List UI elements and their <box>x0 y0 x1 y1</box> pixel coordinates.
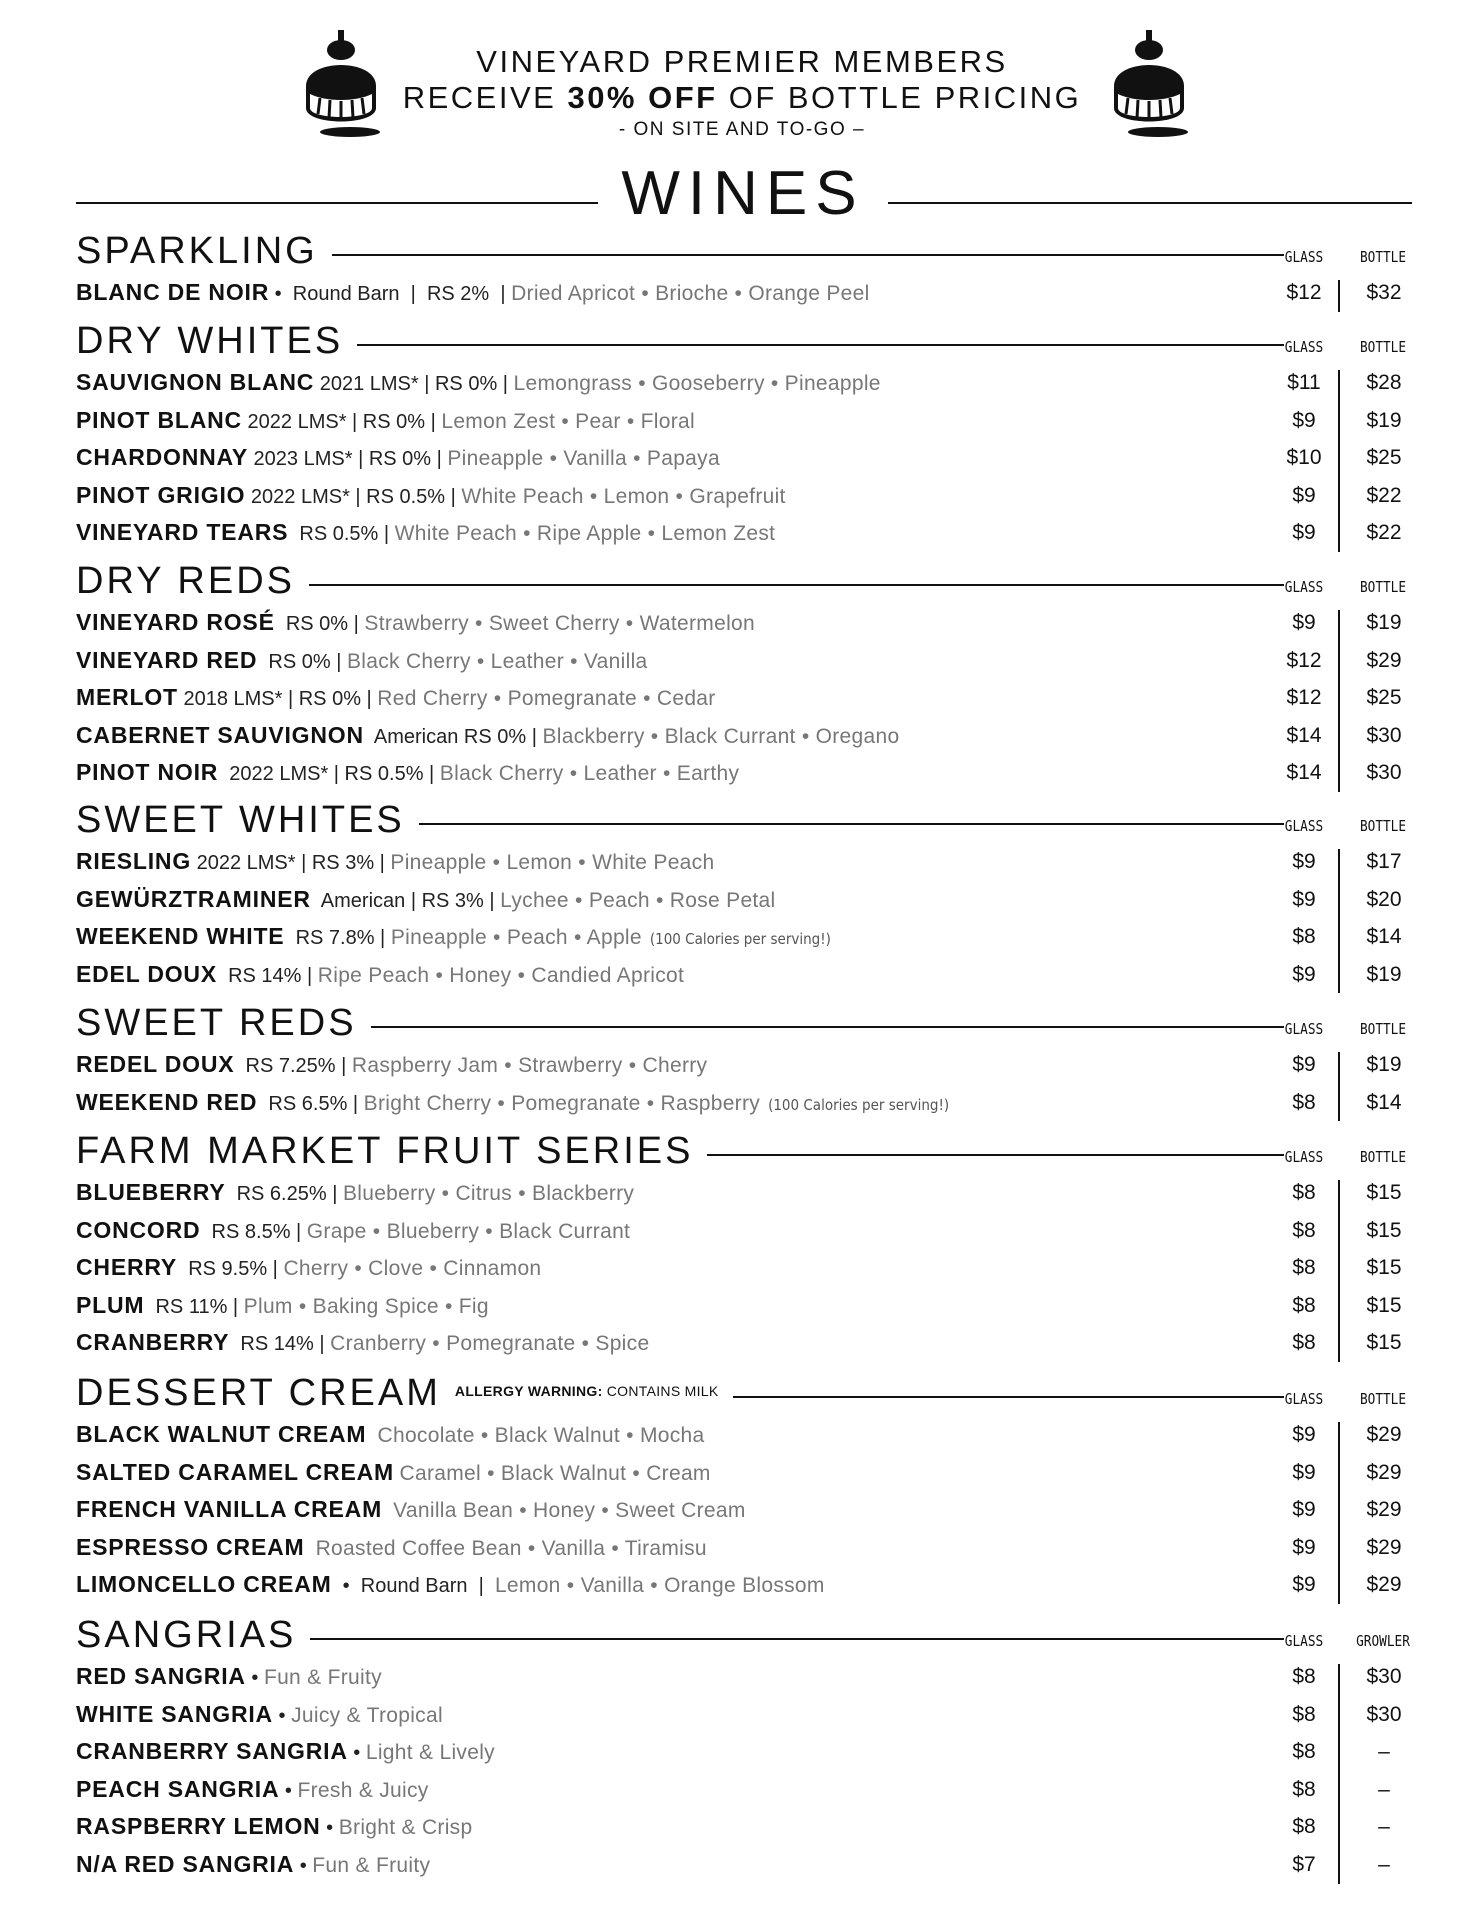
wine-row <box>76 1566 1426 1604</box>
wine-row <box>76 1046 1426 1084</box>
wine-row <box>76 1491 1426 1529</box>
menu-section <box>76 1612 1426 1884</box>
wine-details: • Round Barn | RS 2% | <box>269 283 512 305</box>
allergy-warning: ALLERGY WARNING: CONTAINS MILK <box>454 1382 719 1399</box>
wine-name: PINOT NOIR <box>76 759 219 786</box>
tasting-notes: White Peach • Lemon • Grapefruit <box>461 484 786 508</box>
wine-details: American RS 0% | <box>363 725 543 748</box>
section-title: SANGRIAS <box>76 1614 297 1656</box>
price-column-divider <box>1338 1422 1340 1604</box>
menu-section <box>76 318 1426 552</box>
wine-row <box>76 717 1426 755</box>
wine-row <box>76 1658 1426 1696</box>
wine-details: 2021 LMS* | RS 0% | <box>314 373 514 395</box>
glass-column-header: GLASS <box>1284 1020 1324 1038</box>
wine-row <box>76 1454 1426 1492</box>
tasting-notes: Lemon • Vanilla • Orange Blossom <box>494 1574 825 1598</box>
price-column-divider <box>1338 280 1340 312</box>
wine-details: 2022 LMS* | RS 0% | <box>241 410 442 433</box>
promo-line-1: VINEYARD PREMIER MEMBERS <box>476 44 1008 79</box>
glass-price: $12 <box>1286 281 1322 304</box>
bottle-column-header: BOTTLE <box>1359 338 1407 356</box>
tasting-notes: Vanilla Bean • Honey • Sweet Cream <box>393 1499 746 1523</box>
wine-name: FRENCH VANILLA CREAM <box>76 1496 383 1523</box>
divider <box>76 202 598 204</box>
section-header <box>76 1370 1426 1416</box>
wine-details: 2022 LMS* | RS 3% | <box>191 852 391 874</box>
wine-name: N/A RED SANGRIA <box>76 1850 295 1877</box>
tasting-notes: Pineapple • Peach • Apple <box>390 926 642 950</box>
wine-row <box>76 514 1426 552</box>
wine-name: BLUEBERRY <box>76 1179 226 1205</box>
bottle-price: $15 <box>1366 1331 1402 1355</box>
wine-name: PEACH SANGRIA <box>76 1775 280 1802</box>
section-header <box>76 228 1426 274</box>
price-column-divider <box>1338 849 1340 993</box>
wine-list <box>76 604 1426 792</box>
bottle-price: $22 <box>1366 521 1402 545</box>
section-header <box>76 558 1426 604</box>
wine-name: GEWÜRZTRAMINER <box>76 885 311 912</box>
tasting-notes: Red Cherry • Pomegranate • Cedar <box>377 687 716 711</box>
glass-price: $14 <box>1286 723 1322 747</box>
calorie-note: (100 Calories per serving!) <box>649 930 831 949</box>
bottle-price: $19 <box>1366 962 1402 986</box>
wine-details: • <box>320 1817 339 1840</box>
glass-price: $9 <box>1292 887 1316 911</box>
wine-name: RASPBERRY LEMON <box>76 1813 321 1840</box>
glass-price: $12 <box>1286 686 1322 710</box>
wine-details: RS 14% | <box>216 964 318 987</box>
tasting-notes: Fresh & Juicy <box>297 1778 429 1802</box>
bottle-price: $22 <box>1366 483 1402 507</box>
bottle-price: $30 <box>1366 723 1402 747</box>
menu-section <box>76 797 1426 993</box>
tasting-notes: Light & Lively <box>365 1741 495 1765</box>
wine-row <box>76 1212 1426 1250</box>
glass-price: $9 <box>1292 1460 1316 1484</box>
wine-details: RS 14% | <box>229 1333 331 1356</box>
promo-discount: 30% OFF <box>567 80 718 115</box>
page-title: WINES <box>621 159 865 228</box>
growler-price: – <box>1378 1777 1390 1801</box>
wine-details: 2022 LMS* | RS 0.5% | <box>245 485 462 508</box>
bottle-column-header: BOTTLE <box>1359 1148 1407 1166</box>
tasting-notes: Cranberry • Pomegranate • Spice <box>330 1332 650 1356</box>
menu-section <box>76 1128 1426 1362</box>
section-title: FARM MARKET FRUIT SERIES <box>76 1130 694 1172</box>
glass-price: $8 <box>1292 1218 1316 1242</box>
wine-details: 2018 LMS* | RS 0% | <box>177 688 378 711</box>
wine-row <box>76 439 1426 477</box>
bottle-price: $29 <box>1366 1535 1402 1559</box>
wine-name: WHITE SANGRIA <box>76 1700 273 1727</box>
wine-name: BLANC DE NOIR <box>76 279 270 305</box>
wine-details: RS 11% | <box>144 1295 244 1318</box>
wine-row <box>76 843 1426 881</box>
wine-name: CONCORD <box>76 1216 201 1243</box>
glass-price: $9 <box>1292 483 1316 507</box>
glass-price: $8 <box>1292 1815 1316 1839</box>
glass-price: $9 <box>1292 1498 1316 1522</box>
wine-name: PLUM <box>76 1291 145 1318</box>
section-header <box>76 1128 1426 1174</box>
tasting-notes: Roasted Coffee Bean • Vanilla • Tiramisu <box>315 1536 707 1560</box>
tasting-notes: Strawberry • Sweet Cherry • Watermelon <box>364 612 755 635</box>
bottle-price: $15 <box>1366 1218 1402 1242</box>
glass-price: $8 <box>1292 1777 1316 1801</box>
section-header <box>76 1612 1426 1658</box>
bottle-price: $20 <box>1366 887 1402 911</box>
wine-row <box>76 642 1426 680</box>
wine-details: RS 9.5% | <box>177 1258 284 1281</box>
wine-name: REDEL DOUX <box>76 1051 235 1077</box>
glass-price: $8 <box>1292 1090 1316 1114</box>
wine-details <box>304 1538 315 1560</box>
tasting-notes: Lemon Zest • Pear • Floral <box>441 409 695 433</box>
wine-details: RS 7.25% | <box>234 1055 352 1077</box>
tasting-notes: Bright Cherry • Pomegranate • Raspberry <box>363 1091 761 1115</box>
glass-price: $9 <box>1292 1423 1316 1446</box>
glass-price: $9 <box>1292 1053 1316 1076</box>
wine-details: RS 8.5% | <box>200 1220 307 1243</box>
glass-price: $8 <box>1292 1293 1316 1317</box>
wine-name: WEEKEND WHITE <box>76 923 285 950</box>
tasting-notes: Raspberry Jam • Strawberry • Cherry <box>351 1054 708 1077</box>
wine-list <box>76 1174 1426 1362</box>
tasting-notes: Cherry • Clove • Cinnamon <box>283 1257 542 1281</box>
section-title: DRY REDS <box>76 560 295 602</box>
tasting-notes: Pineapple • Vanilla • Papaya <box>447 447 720 471</box>
tasting-notes: Fun & Fruity <box>263 1666 382 1689</box>
bottle-price: $19 <box>1366 1053 1402 1076</box>
glass-price: $7 <box>1292 1852 1316 1876</box>
wine-name: CRANBERRY <box>76 1329 230 1356</box>
promo-line-3: - ON SITE AND TO-GO – <box>618 119 866 140</box>
bottle-price: $28 <box>1366 371 1402 394</box>
glass-price: $9 <box>1292 850 1316 873</box>
wine-name: BLACK WALNUT CREAM <box>76 1421 367 1447</box>
wine-details: RS 7.8% | <box>284 927 391 950</box>
tasting-notes: Plum • Baking Spice • Fig <box>243 1294 489 1318</box>
wine-row <box>76 604 1426 642</box>
wine-row <box>76 918 1426 956</box>
section-title: DESSERT CREAM <box>76 1372 441 1414</box>
price-column-divider <box>1338 1664 1340 1884</box>
wine-details: • <box>279 1779 298 1802</box>
wine-name: CHERRY <box>76 1254 178 1281</box>
section-header <box>76 1000 1426 1046</box>
section-header <box>76 318 1426 364</box>
wine-details: RS 6.25% | <box>225 1183 343 1205</box>
price-column-divider <box>1338 610 1340 792</box>
glass-price: $10 <box>1286 446 1322 470</box>
section-title: SPARKLING <box>76 230 318 272</box>
menu-section <box>76 228 1426 312</box>
wine-row <box>76 1846 1426 1884</box>
glass-price: $8 <box>1292 1256 1316 1280</box>
wine-details: RS 0% | <box>274 613 365 635</box>
wine-name: PINOT BLANC <box>76 406 242 433</box>
page-title-row <box>76 158 1412 230</box>
glass-price: $9 <box>1292 1535 1316 1559</box>
wine-row <box>76 1249 1426 1287</box>
glass-column-header: GLASS <box>1284 578 1324 596</box>
wine-row <box>76 1324 1426 1362</box>
tasting-notes: Black Cherry • Leather • Vanilla <box>346 649 648 673</box>
tasting-notes: Chocolate • Black Walnut • Mocha <box>377 1424 705 1447</box>
bottle-price: $29 <box>1366 1573 1402 1597</box>
wine-row <box>76 754 1426 792</box>
glass-price: $14 <box>1286 761 1322 785</box>
wine-row <box>76 1808 1426 1846</box>
menu-section <box>76 1370 1426 1604</box>
member-promo <box>0 44 1484 142</box>
wine-details: 2022 LMS* | RS 0.5% | <box>218 763 440 786</box>
wine-details: RS 0.5% | <box>288 523 395 546</box>
wine-details: • <box>347 1742 366 1765</box>
wine-row <box>76 1771 1426 1809</box>
wine-name: SALTED CARAMEL CREAM <box>76 1458 394 1485</box>
wine-details <box>366 1425 377 1447</box>
wine-name: MERLOT <box>76 684 178 711</box>
glass-column-header: GLASS <box>1284 338 1324 356</box>
wine-name: VINEYARD TEARS <box>76 519 289 546</box>
wine-row <box>76 402 1426 440</box>
wine-details: RS 0% | <box>257 650 347 673</box>
growler-price: – <box>1378 1852 1390 1876</box>
bottle-column-header: BOTTLE <box>1359 1020 1407 1038</box>
tasting-notes: Dried Apricot • Brioche • Orange Peel <box>511 282 870 305</box>
bottle-column-header: BOTTLE <box>1359 817 1407 835</box>
wine-row <box>76 477 1426 515</box>
glass-price: $8 <box>1292 1331 1316 1355</box>
wine-row <box>76 956 1426 994</box>
wine-name: VINEYARD ROSÉ <box>76 609 275 635</box>
section-title: SWEET WHITES <box>76 799 405 841</box>
wine-list <box>76 1658 1426 1884</box>
bottle-column-header: BOTTLE <box>1359 1390 1407 1408</box>
wine-row <box>76 364 1426 402</box>
tasting-notes: Ripe Peach • Honey • Candied Apricot <box>317 963 685 987</box>
calorie-note: (100 Calories per serving!) <box>768 1095 950 1114</box>
tasting-notes: Bright & Crisp <box>338 1816 473 1840</box>
bottle-price: $29 <box>1366 648 1402 672</box>
wine-list <box>76 364 1426 552</box>
tasting-notes: Blackberry • Black Currant • Oregano <box>542 724 900 748</box>
wine-details: RS 6.5% | <box>257 1092 364 1115</box>
wine-list <box>76 843 1426 993</box>
wine-list <box>76 274 1426 312</box>
wine-row <box>76 1416 1426 1454</box>
glass-price: $9 <box>1292 408 1316 432</box>
glass-price: $8 <box>1292 1702 1316 1726</box>
glass-column-header: GLASS <box>1284 248 1324 266</box>
tasting-notes: Blueberry • Citrus • Blackberry <box>342 1182 635 1205</box>
tasting-notes: Lychee • Peach • Rose Petal <box>500 888 776 912</box>
bottle-price: $30 <box>1366 761 1402 785</box>
wine-name: VINEYARD RED <box>76 646 258 673</box>
wine-row <box>76 274 1426 312</box>
bottle-price: $15 <box>1366 1256 1402 1280</box>
wine-list <box>76 1046 1426 1121</box>
bottle-price: $15 <box>1366 1181 1402 1204</box>
wine-name: SAUVIGNON BLANC <box>76 369 315 395</box>
glass-price: $8 <box>1292 1181 1316 1204</box>
wine-name: CHARDONNAY <box>76 444 248 471</box>
bottle-price: $29 <box>1366 1460 1402 1484</box>
glass-column-header: GLASS <box>1284 1390 1324 1408</box>
bottle-price: $17 <box>1366 850 1402 873</box>
bottle-price: $19 <box>1366 611 1402 634</box>
bottle-price: $25 <box>1366 686 1402 710</box>
wine-details: • Round Barn | <box>331 1575 495 1598</box>
price-column-divider <box>1338 370 1340 552</box>
wine-row <box>76 1529 1426 1567</box>
tasting-notes: Caramel • Black Walnut • Cream <box>399 1461 711 1485</box>
wine-details: • <box>294 1854 313 1877</box>
wine-row <box>76 881 1426 919</box>
bottle-price: $25 <box>1366 446 1402 470</box>
wine-name: CRANBERRY SANGRIA <box>76 1738 348 1765</box>
glass-price: $9 <box>1292 611 1316 634</box>
wine-details <box>382 1500 393 1522</box>
wine-row <box>76 679 1426 717</box>
tasting-notes: Black Cherry • Leather • Earthy <box>439 762 740 786</box>
wine-row <box>76 1174 1426 1212</box>
glass-price: $11 <box>1287 371 1321 394</box>
bottle-price: $32 <box>1366 281 1402 304</box>
wine-name: CABERNET SAUVIGNON <box>76 721 364 748</box>
growler-price: $30 <box>1366 1702 1402 1726</box>
section-header <box>76 797 1426 843</box>
bottle-price: $14 <box>1366 1090 1402 1114</box>
tasting-notes: Juicy & Tropical <box>291 1703 443 1727</box>
wine-name: RIESLING <box>76 848 192 874</box>
wine-name: PINOT GRIGIO <box>76 481 246 508</box>
wine-list <box>76 1416 1426 1604</box>
wine-name: LIMONCELLO CREAM <box>76 1571 332 1598</box>
wine-details: • <box>272 1704 292 1727</box>
wine-row <box>76 1287 1426 1325</box>
wine-name: WEEKEND RED <box>76 1088 258 1115</box>
glass-price: $8 <box>1292 1740 1316 1764</box>
glass-column-header: GLASS <box>1284 817 1324 835</box>
glass-column-header: GLASS <box>1284 1632 1324 1650</box>
wine-name: RED SANGRIA <box>76 1663 246 1689</box>
section-title: DRY WHITES <box>76 320 344 362</box>
glass-price: $8 <box>1292 925 1316 949</box>
section-title: SWEET REDS <box>76 1002 357 1044</box>
promo-line-2: RECEIVE 30% OFF OF BOTTLE PRICING <box>402 80 1082 115</box>
bottle-column-header: BOTTLE <box>1359 578 1407 596</box>
tasting-notes: Grape • Blueberry • Black Currant <box>306 1219 631 1243</box>
glass-column-header: GLASS <box>1284 1148 1324 1166</box>
wine-details: American | RS 3% | <box>310 889 501 912</box>
bottle-price: $19 <box>1366 408 1402 432</box>
growler-price: – <box>1378 1815 1390 1839</box>
menu-section <box>76 1000 1426 1121</box>
growler-price: $30 <box>1366 1665 1402 1688</box>
wine-details: 2023 LMS* | RS 0% | <box>248 448 448 471</box>
divider <box>888 202 1412 204</box>
price-column-divider <box>1338 1052 1340 1121</box>
tasting-notes: White Peach • Ripe Apple • Lemon Zest <box>394 522 776 546</box>
price-column-divider <box>1338 1180 1340 1362</box>
glass-price: $8 <box>1292 1665 1316 1688</box>
growler-column-header: GROWLER <box>1356 1632 1410 1650</box>
menu-section <box>76 558 1426 792</box>
tasting-notes: Fun & Fruity <box>312 1853 431 1877</box>
wine-row <box>76 1696 1426 1734</box>
glass-price: $12 <box>1286 648 1322 672</box>
wine-name: ESPRESSO CREAM <box>76 1533 305 1560</box>
glass-price: $9 <box>1292 962 1316 986</box>
wine-name: EDEL DOUX <box>76 960 217 987</box>
tasting-notes: Lemongrass • Gooseberry • Pineapple <box>513 372 881 395</box>
wine-details: • <box>245 1667 264 1689</box>
growler-price: – <box>1378 1740 1390 1764</box>
glass-price: $9 <box>1292 1573 1316 1597</box>
tasting-notes: Pineapple • Lemon • White Peach <box>390 851 715 874</box>
wine-row <box>76 1084 1426 1122</box>
wine-row <box>76 1733 1426 1771</box>
glass-price: $9 <box>1292 521 1316 545</box>
bottle-price: $29 <box>1366 1423 1402 1446</box>
bottle-price: $29 <box>1366 1498 1402 1522</box>
bottle-column-header: BOTTLE <box>1359 248 1407 266</box>
bottle-price: $14 <box>1366 925 1402 949</box>
bottle-price: $15 <box>1366 1293 1402 1317</box>
